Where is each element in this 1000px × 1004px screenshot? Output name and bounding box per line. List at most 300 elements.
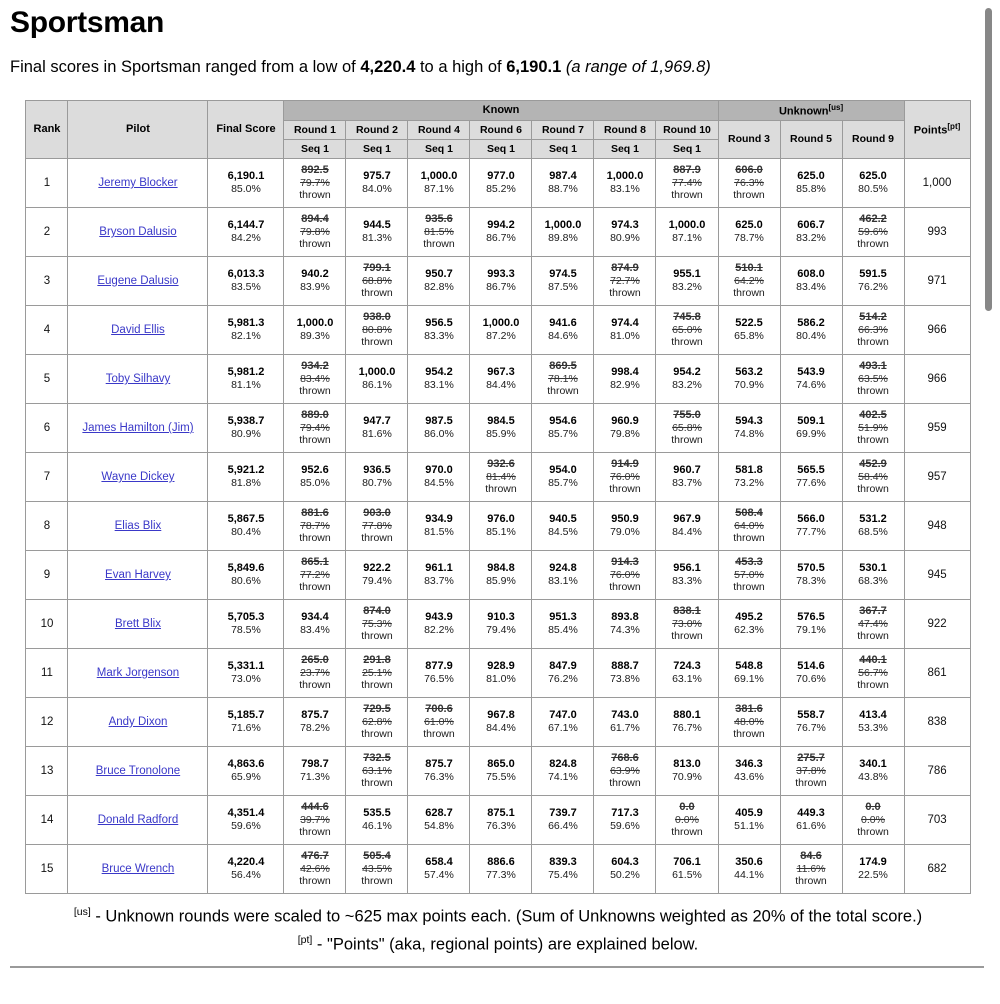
cell-pilot — [68, 501, 208, 550]
round-score-percent: 63.1% — [672, 673, 702, 686]
cell-final-score — [208, 305, 284, 354]
cell-unknown-round-1 — [718, 305, 780, 354]
cell-unknown-round-3 — [842, 452, 904, 501]
final-score-value: 5,867.5 — [227, 513, 265, 526]
cell-unknown-round-3 — [842, 795, 904, 844]
cell-known-round-2 — [346, 599, 408, 648]
round-score-percent: 81.5% — [424, 526, 454, 539]
cell-known-round-1 — [284, 452, 346, 501]
cell-unknown-round-1 — [718, 795, 780, 844]
round-score-value: 625.0 — [735, 219, 763, 232]
thrown-label: thrown — [361, 777, 393, 790]
pilot-link[interactable]: Bruce Tronolone — [95, 764, 181, 777]
col-header-known-round-7: Round 10 — [656, 120, 718, 139]
round-score-value: 522.5 — [735, 317, 763, 330]
cell-known-round-1 — [284, 795, 346, 844]
points-footnote-marker: [pt] — [947, 122, 961, 132]
round-score-percent: 83.2% — [672, 281, 702, 294]
cell-points: 959 — [904, 403, 970, 452]
round-score-value: 755.0 — [673, 409, 701, 422]
round-score-percent: 79.7% — [300, 177, 330, 190]
thrown-label: thrown — [857, 483, 889, 496]
cell-unknown-round-2 — [780, 305, 842, 354]
round-score-percent: 86.1% — [362, 379, 392, 392]
col-header-known-round-4: Round 6 — [470, 120, 532, 139]
round-score-percent: 79.0% — [610, 526, 640, 539]
round-score-value: 509.1 — [797, 415, 825, 428]
round-score-value: 768.6 — [611, 752, 639, 765]
round-score-value: 729.5 — [363, 703, 391, 716]
cell-rank: 15 — [26, 844, 68, 893]
final-score-percent: 59.6% — [231, 820, 261, 833]
cell-unknown-round-1 — [718, 158, 780, 207]
round-score-percent: 76.2% — [548, 673, 578, 686]
round-score-value: 449.3 — [797, 807, 825, 820]
round-score-value: 1,000.0 — [358, 366, 396, 379]
cell-known-round-4 — [470, 207, 532, 256]
round-score-percent: 46.1% — [362, 820, 392, 833]
cell-final-score — [208, 207, 284, 256]
round-score-value: 887.9 — [673, 164, 701, 177]
footnote-unknown-text: - Unknown rounds were scaled to ~625 max points each. (Sum of Unknowns weighted as 20% of the total score.) — [90, 907, 923, 926]
cell-known-round-1 — [284, 207, 346, 256]
round-score-value: 530.1 — [859, 562, 887, 575]
round-score-value: 453.3 — [735, 556, 763, 569]
round-score-value: 566.0 — [797, 513, 825, 526]
cell-known-round-6 — [594, 795, 656, 844]
cell-known-round-5 — [532, 844, 594, 893]
round-score-value: 877.9 — [425, 660, 453, 673]
round-score-percent: 87.5% — [548, 281, 578, 294]
round-score-value: 892.5 — [301, 164, 329, 177]
cell-unknown-round-3 — [842, 354, 904, 403]
round-score-percent: 76.2% — [858, 281, 888, 294]
col-header-unknown-round-2: Round 5 — [780, 120, 842, 158]
round-score-percent: 83.1% — [610, 183, 640, 196]
round-score-value: 932.6 — [487, 458, 515, 471]
round-score-percent: 77.3% — [486, 869, 516, 882]
table-row — [26, 452, 970, 501]
pilot-link[interactable]: Mark Jorgenson — [96, 666, 180, 679]
cell-unknown-round-1 — [718, 550, 780, 599]
round-score-value: 706.1 — [673, 856, 701, 869]
pilot-link[interactable]: Bruce Wrench — [101, 862, 175, 875]
round-score-value: 928.9 — [487, 660, 515, 673]
round-score-percent: 47.4% — [858, 618, 888, 631]
round-score-percent: 57.4% — [424, 869, 454, 882]
cell-rank: 12 — [26, 697, 68, 746]
round-score-value: 594.3 — [735, 415, 763, 428]
round-score-value: 275.7 — [797, 752, 825, 765]
table-row — [26, 354, 970, 403]
cell-known-round-1 — [284, 501, 346, 550]
cell-final-score — [208, 354, 284, 403]
cell-unknown-round-3 — [842, 501, 904, 550]
cell-points: 957 — [904, 452, 970, 501]
round-score-percent: 69.9% — [796, 428, 826, 441]
round-score-value: 839.3 — [549, 856, 577, 869]
cell-known-round-7 — [656, 501, 718, 550]
thrown-label: thrown — [485, 483, 517, 496]
cell-known-round-1 — [284, 305, 346, 354]
round-score-percent: 39.7% — [300, 814, 330, 827]
col-header-known-round-3: Round 4 — [408, 120, 470, 139]
round-score-percent: 79.4% — [486, 624, 516, 637]
round-score-value: 967.8 — [487, 709, 515, 722]
round-score-value: 875.1 — [487, 807, 515, 820]
round-score-percent: 51.9% — [858, 422, 888, 435]
pilot-link[interactable]: Evan Harvey — [105, 568, 171, 581]
final-score-percent: 80.4% — [231, 526, 261, 539]
col-header-known-seq-2: Seq 1 — [346, 139, 408, 158]
round-score-value: 914.9 — [611, 458, 639, 471]
cell-unknown-round-2 — [780, 844, 842, 893]
round-score-percent: 61.7% — [610, 722, 640, 735]
round-score-percent: 22.5% — [858, 869, 888, 882]
round-score-value: 886.6 — [487, 856, 515, 869]
col-header-known-seq-4: Seq 1 — [470, 139, 532, 158]
round-score-percent: 85.9% — [486, 575, 516, 588]
thrown-label: thrown — [609, 483, 641, 496]
cell-unknown-round-3 — [842, 256, 904, 305]
cell-unknown-round-2 — [780, 648, 842, 697]
round-score-percent: 68.3% — [858, 575, 888, 588]
round-score-value: 994.2 — [487, 219, 515, 232]
cell-known-round-7 — [656, 403, 718, 452]
final-score-value: 4,863.6 — [227, 758, 265, 771]
cell-known-round-6 — [594, 697, 656, 746]
cell-known-round-5 — [532, 501, 594, 550]
cell-known-round-3 — [408, 501, 470, 550]
cell-rank: 3 — [26, 256, 68, 305]
thrown-label: thrown — [299, 875, 331, 888]
round-score-value: 535.5 — [363, 807, 391, 820]
cell-known-round-6 — [594, 501, 656, 550]
cell-final-score — [208, 697, 284, 746]
cell-points: 682 — [904, 844, 970, 893]
round-score-value: 976.0 — [487, 513, 515, 526]
round-score-value: 940.2 — [301, 268, 329, 281]
round-score-value: 717.3 — [611, 807, 639, 820]
table-body — [26, 158, 970, 893]
round-score-value: 346.3 — [735, 758, 763, 771]
table-row — [26, 599, 970, 648]
cell-known-round-3 — [408, 305, 470, 354]
round-score-percent: 87.2% — [486, 330, 516, 343]
cell-unknown-round-1 — [718, 697, 780, 746]
pilot-link[interactable]: Jeremy Blocker — [98, 176, 178, 189]
table-row — [26, 207, 970, 256]
cell-known-round-6 — [594, 648, 656, 697]
round-score-value: 903.0 — [363, 507, 391, 520]
round-score-percent: 69.1% — [734, 673, 764, 686]
thrown-label: thrown — [857, 630, 889, 643]
cell-pilot — [68, 844, 208, 893]
round-score-value: 604.3 — [611, 856, 639, 869]
round-score-percent: 83.3% — [672, 575, 702, 588]
pilot-link[interactable]: James Hamilton (Jim) — [82, 421, 194, 434]
round-score-value: 732.5 — [363, 752, 391, 765]
cell-known-round-5 — [532, 648, 594, 697]
round-score-value: 955.1 — [673, 268, 701, 281]
cell-known-round-1 — [284, 158, 346, 207]
round-score-value: 625.0 — [797, 170, 825, 183]
col-header-known-seq-5: Seq 1 — [532, 139, 594, 158]
final-score-value: 4,220.4 — [227, 856, 265, 869]
cell-known-round-7 — [656, 256, 718, 305]
round-score-value: 476.7 — [301, 850, 329, 863]
pilot-link[interactable]: Wayne Dickey — [101, 470, 175, 483]
group-header-unknown — [718, 100, 904, 120]
round-score-value: 936.5 — [363, 464, 391, 477]
round-score-value: 381.6 — [735, 703, 763, 716]
round-score-value: 813.0 — [673, 758, 701, 771]
round-score-percent: 77.6% — [796, 477, 826, 490]
round-score-percent: 81.3% — [362, 232, 392, 245]
round-score-value: 591.5 — [859, 268, 887, 281]
round-score-percent: 72.7% — [610, 275, 640, 288]
pilot-link[interactable]: Donald Radford — [97, 813, 179, 826]
round-score-value: 658.4 — [425, 856, 453, 869]
round-score-value: 869.5 — [549, 360, 577, 373]
cell-unknown-round-3 — [842, 697, 904, 746]
round-score-percent: 87.1% — [672, 232, 702, 245]
round-score-value: 581.8 — [735, 464, 763, 477]
round-score-percent: 68.8% — [362, 275, 392, 288]
cell-known-round-6 — [594, 403, 656, 452]
round-score-value: 739.7 — [549, 807, 577, 820]
cell-rank: 10 — [26, 599, 68, 648]
round-score-value: 894.4 — [301, 213, 329, 226]
cell-known-round-3 — [408, 697, 470, 746]
cell-known-round-7 — [656, 452, 718, 501]
col-header-points-label: Points — [913, 124, 948, 137]
cell-rank: 6 — [26, 403, 68, 452]
cell-unknown-round-1 — [718, 599, 780, 648]
round-score-value: 865.0 — [487, 758, 515, 771]
cell-known-round-4 — [470, 599, 532, 648]
cell-known-round-7 — [656, 844, 718, 893]
round-score-percent: 82.8% — [424, 281, 454, 294]
round-score-value: 967.3 — [487, 366, 515, 379]
cell-pilot — [68, 207, 208, 256]
cell-unknown-round-1 — [718, 207, 780, 256]
cell-known-round-4 — [470, 354, 532, 403]
round-score-percent: 82.2% — [424, 624, 454, 637]
cell-known-round-3 — [408, 746, 470, 795]
table-row — [26, 501, 970, 550]
round-score-percent: 25.1% — [362, 667, 392, 680]
round-score-percent: 75.4% — [548, 869, 578, 882]
round-score-percent: 85.7% — [548, 428, 578, 441]
round-score-percent: 76.7% — [796, 722, 826, 735]
cell-known-round-6 — [594, 305, 656, 354]
pilot-link[interactable]: David Ellis — [111, 323, 165, 336]
round-score-percent: 53.3% — [858, 722, 888, 735]
cell-unknown-round-1 — [718, 256, 780, 305]
cell-known-round-7 — [656, 305, 718, 354]
cell-unknown-round-2 — [780, 207, 842, 256]
round-score-value: 910.3 — [487, 611, 515, 624]
pilot-link[interactable]: Eugene Dalusio — [97, 274, 179, 287]
cell-known-round-1 — [284, 648, 346, 697]
round-score-value: 745.8 — [673, 311, 701, 324]
round-score-percent: 64.2% — [734, 275, 764, 288]
cell-known-round-2 — [346, 501, 408, 550]
round-score-percent: 56.7% — [858, 667, 888, 680]
cell-points: 786 — [904, 746, 970, 795]
cell-unknown-round-2 — [780, 501, 842, 550]
col-header-known-round-2: Round 2 — [346, 120, 408, 139]
round-score-value: 558.7 — [797, 709, 825, 722]
round-score-percent: 74.6% — [796, 379, 826, 392]
table-row — [26, 403, 970, 452]
cell-known-round-6 — [594, 256, 656, 305]
round-score-percent: 81.6% — [362, 428, 392, 441]
round-score-percent: 85.1% — [486, 526, 516, 539]
thrown-label: thrown — [361, 532, 393, 545]
cell-known-round-7 — [656, 599, 718, 648]
round-score-value: 625.0 — [859, 170, 887, 183]
round-score-percent: 76.0% — [610, 569, 640, 582]
cell-unknown-round-3 — [842, 207, 904, 256]
round-score-percent: 86.7% — [486, 281, 516, 294]
table-row — [26, 550, 970, 599]
round-score-percent: 0.0% — [675, 814, 699, 827]
round-score-percent: 58.4% — [858, 471, 888, 484]
cell-unknown-round-1 — [718, 452, 780, 501]
round-score-value: 563.2 — [735, 366, 763, 379]
round-score-value: 493.1 — [859, 360, 887, 373]
cell-rank: 11 — [26, 648, 68, 697]
round-score-value: 265.0 — [301, 654, 329, 667]
cell-final-score — [208, 844, 284, 893]
cell-known-round-2 — [346, 256, 408, 305]
thrown-label: thrown — [361, 287, 393, 300]
cell-known-round-2 — [346, 305, 408, 354]
round-score-percent: 66.3% — [858, 324, 888, 337]
cell-rank: 8 — [26, 501, 68, 550]
round-score-value: 340.1 — [859, 758, 887, 771]
round-score-percent: 89.8% — [548, 232, 578, 245]
round-score-percent: 78.2% — [300, 722, 330, 735]
final-score-value: 5,981.2 — [227, 366, 265, 379]
round-score-percent: 65.8% — [734, 330, 764, 343]
round-score-value: 987.5 — [425, 415, 453, 428]
round-score-percent: 54.8% — [424, 820, 454, 833]
round-score-value: 586.2 — [797, 317, 825, 330]
cell-known-round-1 — [284, 256, 346, 305]
round-score-percent: 37.8% — [796, 765, 826, 778]
table-head — [26, 100, 970, 158]
round-score-value: 984.5 — [487, 415, 515, 428]
cell-unknown-round-2 — [780, 158, 842, 207]
thrown-label: thrown — [361, 336, 393, 349]
round-score-value: 967.9 — [673, 513, 701, 526]
round-score-value: 950.9 — [611, 513, 639, 526]
cell-unknown-round-3 — [842, 158, 904, 207]
round-score-value: 993.3 — [487, 268, 515, 281]
round-score-percent: 85.2% — [486, 183, 516, 196]
range-prefix: Final scores in Sportsman ranged from a low of — [10, 57, 361, 76]
round-score-value: 291.8 — [363, 654, 391, 667]
thrown-label: thrown — [361, 679, 393, 692]
round-score-value: 977.0 — [487, 170, 515, 183]
thrown-label: thrown — [299, 532, 331, 545]
cell-unknown-round-3 — [842, 648, 904, 697]
thrown-label: thrown — [423, 728, 455, 741]
round-score-percent: 61.5% — [672, 869, 702, 882]
round-score-percent: 83.4% — [796, 281, 826, 294]
cell-known-round-4 — [470, 697, 532, 746]
cell-known-round-7 — [656, 158, 718, 207]
round-score-percent: 83.3% — [424, 330, 454, 343]
cell-known-round-5 — [532, 746, 594, 795]
cell-known-round-2 — [346, 403, 408, 452]
round-score-percent: 43.8% — [858, 771, 888, 784]
table-row — [26, 795, 970, 844]
col-header-known-seq-1: Seq 1 — [284, 139, 346, 158]
final-score-value: 5,981.3 — [227, 317, 265, 330]
cell-unknown-round-1 — [718, 844, 780, 893]
round-score-percent: 77.4% — [672, 177, 702, 190]
cell-unknown-round-2 — [780, 746, 842, 795]
cell-points: 703 — [904, 795, 970, 844]
final-score-percent: 71.6% — [231, 722, 261, 735]
round-score-percent: 51.1% — [734, 820, 764, 833]
cell-known-round-6 — [594, 844, 656, 893]
round-score-percent: 85.0% — [300, 477, 330, 490]
round-score-percent: 70.9% — [672, 771, 702, 784]
round-score-percent: 61.6% — [796, 820, 826, 833]
round-score-percent: 80.7% — [362, 477, 392, 490]
round-score-percent: 79.1% — [796, 624, 826, 637]
round-score-percent: 76.5% — [424, 673, 454, 686]
pilot-link[interactable]: Brett Blix — [114, 617, 161, 630]
round-score-percent: 57.0% — [734, 569, 764, 582]
pilot-link[interactable]: Elias Blix — [114, 519, 162, 532]
footnote-unknown — [10, 906, 986, 928]
round-score-value: 1,000.0 — [296, 317, 334, 330]
round-score-percent: 75.5% — [486, 771, 516, 784]
final-score-percent: 80.6% — [231, 575, 261, 588]
round-score-percent: 23.7% — [300, 667, 330, 680]
round-score-value: 938.0 — [363, 311, 391, 324]
round-score-percent: 84.0% — [362, 183, 392, 196]
final-score-value: 5,938.7 — [227, 415, 265, 428]
round-score-percent: 74.3% — [610, 624, 640, 637]
pilot-link[interactable]: Andy Dixon — [108, 715, 168, 728]
cell-pilot — [68, 648, 208, 697]
round-score-percent: 80.4% — [796, 330, 826, 343]
round-score-value: 1,000.0 — [482, 317, 520, 330]
vertical-scrollbar-thumb[interactable] — [985, 8, 992, 311]
table-row — [26, 648, 970, 697]
final-score-value: 6,144.7 — [227, 219, 265, 232]
round-score-percent: 87.1% — [424, 183, 454, 196]
round-score-percent: 84.4% — [486, 722, 516, 735]
cell-known-round-2 — [346, 648, 408, 697]
pilot-link[interactable]: Bryson Dalusio — [99, 225, 177, 238]
cell-known-round-5 — [532, 158, 594, 207]
round-score-value: 606.0 — [735, 164, 763, 177]
pilot-link[interactable]: Toby Silhavy — [105, 372, 171, 385]
cell-known-round-5 — [532, 256, 594, 305]
thrown-label: thrown — [795, 777, 827, 790]
round-score-percent: 80.9% — [610, 232, 640, 245]
round-score-value: 941.6 — [549, 317, 577, 330]
cell-unknown-round-1 — [718, 648, 780, 697]
